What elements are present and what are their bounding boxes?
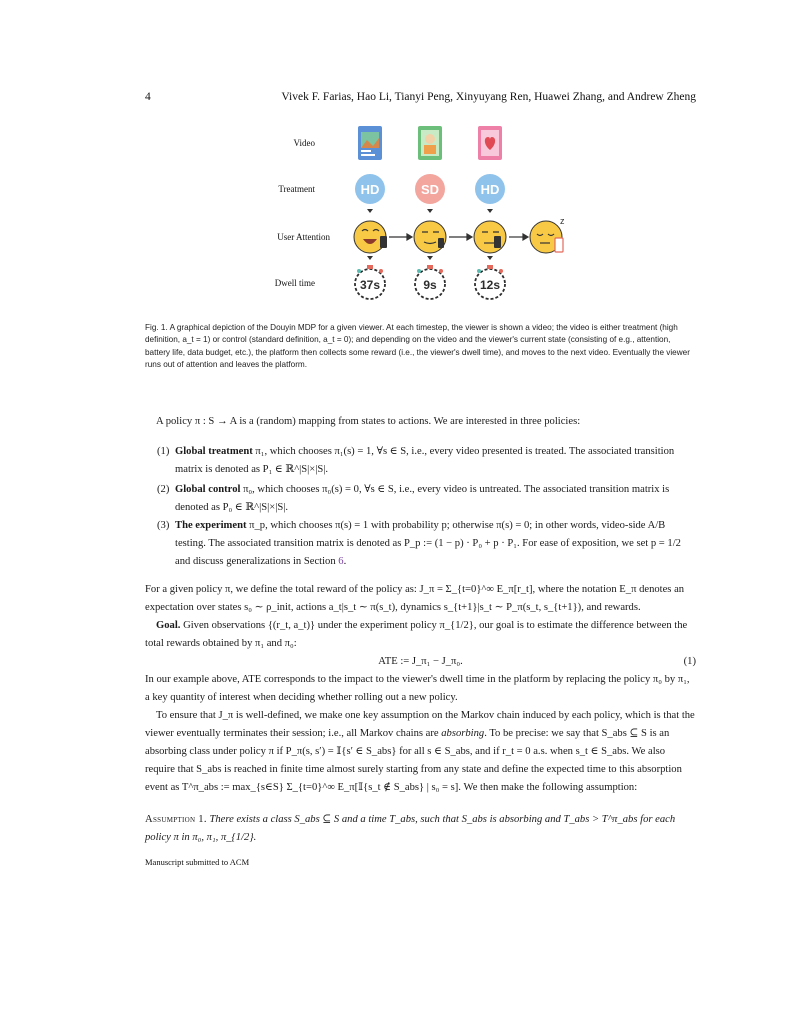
dwell-timer — [355, 265, 385, 299]
list-item-number: (3) — [157, 520, 170, 531]
row-label-treatment: Treatment — [278, 184, 315, 194]
absorbing-term: absorbing — [441, 728, 485, 739]
attention-face-happy — [354, 221, 387, 253]
video-phone-icon — [418, 126, 442, 160]
equation-body: ATE := J_π₁ − J_π₀. — [378, 656, 463, 667]
author-list: Vivek F. Farias, Hao Li, Tianyi Peng, Xinyuyang Ren, Huawei Zhang, and Andrew Zheng — [281, 91, 696, 103]
treatment-label: SD — [420, 182, 440, 197]
paragraph-policy-intro: A policy π : S → A is a (random) mapping from states to actions. We are interested in three policies: — [156, 416, 581, 427]
row-label-user-attention: User Attention — [277, 232, 330, 242]
figure-1 — [270, 118, 600, 308]
goal-label: Goal. — [156, 620, 181, 631]
equation-ate — [145, 653, 696, 671]
list-item-text: π_p, which chooses π(s) = 1 with probability p; otherwise π(s) = 0; in other words, video-side A/B testing. The associated transition matrix is denoted as P_p := (1 − p) · P₀ + p · P₁. For ease of exposition, we set p = 1/2 and discuss generalizations in Section — [175, 520, 681, 567]
sleep-z-mark: z — [560, 216, 565, 226]
dwell-time-value: 9s — [423, 278, 437, 292]
list-item-term: Global control — [175, 484, 241, 495]
treatment-circle-sd — [415, 174, 445, 204]
section-link[interactable]: 6 — [338, 556, 344, 567]
row-label-dwell-time: Dwell time — [274, 278, 315, 288]
treatment-label: HD — [360, 182, 380, 197]
video-phone-icon — [478, 126, 502, 160]
manuscript-footer: Manuscript submitted to ACM — [145, 857, 250, 867]
paragraph-total-reward: For a given policy π, we define the total reward of the policy as: J_π = Σ_{t=0}^∞ E_π[r_t], where the notation E_π denotes an expectation over states s₀ ∼ ρ_init, actions a_t|s_t ∼ π(s_t), dynamics s_{t+1}|s_t ∼ P_π(s_t, s_{t+1}), and rewards. — [145, 584, 685, 613]
paragraph-goal — [145, 617, 696, 653]
list-item-end: . — [343, 556, 347, 567]
list-item-global-control — [157, 481, 696, 517]
treatment-circle-hd — [475, 174, 505, 204]
figure-graphic — [270, 118, 600, 308]
well-defined-text-b: . To be precise: we say that S_abs ⊆ S is an absorbing class under policy π if P_π(s, s′) = 𝕀{s′ ∈ S_abs} for all s ∈ S_abs, and if r_t = 0 a.s. when s_t ∈ S_abs. We also require that S_abs is reached in finite time almost surely starting from any state and define the expected time to this absorption event as T^π_abs := max_{s∈S} Σ_{t=0}^∞ E_π[𝕀{s_t ∉ S_abs} | s₀ = s]. We then make the following assumption: — [145, 728, 682, 793]
list-item-text: π₀, which chooses π₀(s) = 0, ∀s ∈ S, i.e., every video is untreated. The associated transition matrix is denoted as P₀ ∈ ℝ^|S|×|S|. — [175, 484, 670, 513]
list-item-experiment — [157, 517, 696, 571]
assumption-text: There exists a class S_abs ⊆ S and a time T_abs, such that S_abs is absorbing and T_abs > T^π_abs for each policy π in π₀, π₁, π_{1/2}. — [145, 814, 676, 843]
dwell-time-value: 37s — [359, 278, 381, 292]
list-item-global-treatment — [157, 443, 696, 479]
attention-face-asleep — [530, 216, 565, 253]
assumption-1 — [145, 811, 696, 847]
goal-text: Given observations {(r_t, a_t)} under the experiment policy π_{1/2}, our goal is to estimate the difference between the total rewards obtained by π₁ and π₀: — [145, 620, 688, 649]
well-defined-text-a: To ensure that J_π is well-defined, we make one key assumption on the Markov chain induced by each policy, which is that the viewer eventually terminates their session; i.e., all Markov chains are — [145, 710, 695, 739]
equation-number: (1) — [683, 656, 696, 667]
page-number: 4 — [145, 91, 151, 103]
list-item-text: π₁, which chooses π₁(s) = 1, ∀s ∈ S, i.e., every video presented is treated. The associated transition matrix is denoted as P₁ ∈ ℝ^|S|×|S|. — [175, 446, 675, 475]
body-text — [145, 413, 696, 853]
attention-face-neutral — [414, 221, 446, 253]
list-item-term: The experiment — [175, 520, 247, 531]
list-item-number: (2) — [157, 484, 170, 495]
dwell-time-value: 12s — [479, 278, 501, 292]
attention-face-tired — [474, 221, 506, 253]
right-arrow-icons — [389, 234, 528, 240]
dwell-timer — [475, 265, 505, 299]
paragraph-example: In our example above, ATE corresponds to the impact to the viewer's dwell time in the platform by replacing the policy π₀ by π₁, a key quantity of interest when deciding whether rolling out a new policy. — [145, 674, 690, 703]
list-item-term: Global treatment — [175, 446, 253, 457]
video-phone-icon — [358, 126, 382, 160]
figure-caption: Fig. 1. A graphical depiction of the Douyin MDP for a given viewer. At each timestep, the viewer is shown a video; the video is either treatment (high definition, a_t = 1) or control (standard definition, a_t = 0); and depending on the video and the viewer's current state (consisting of e.g., attention, battery life, data budget, etc.), the platform then collects some reward (i.e., the viewer's dwell time), and moves to the next video. Eventually the viewer runs out of attention and leaves the platform. — [145, 323, 690, 369]
list-item-number: (1) — [157, 446, 170, 457]
dwell-timer — [415, 265, 445, 299]
treatment-label: HD — [480, 182, 500, 197]
paragraph-well-defined — [145, 707, 696, 797]
row-label-video: Video — [293, 138, 315, 148]
treatment-circle-hd — [355, 174, 385, 204]
assumption-label: Assumption 1. — [145, 814, 207, 825]
